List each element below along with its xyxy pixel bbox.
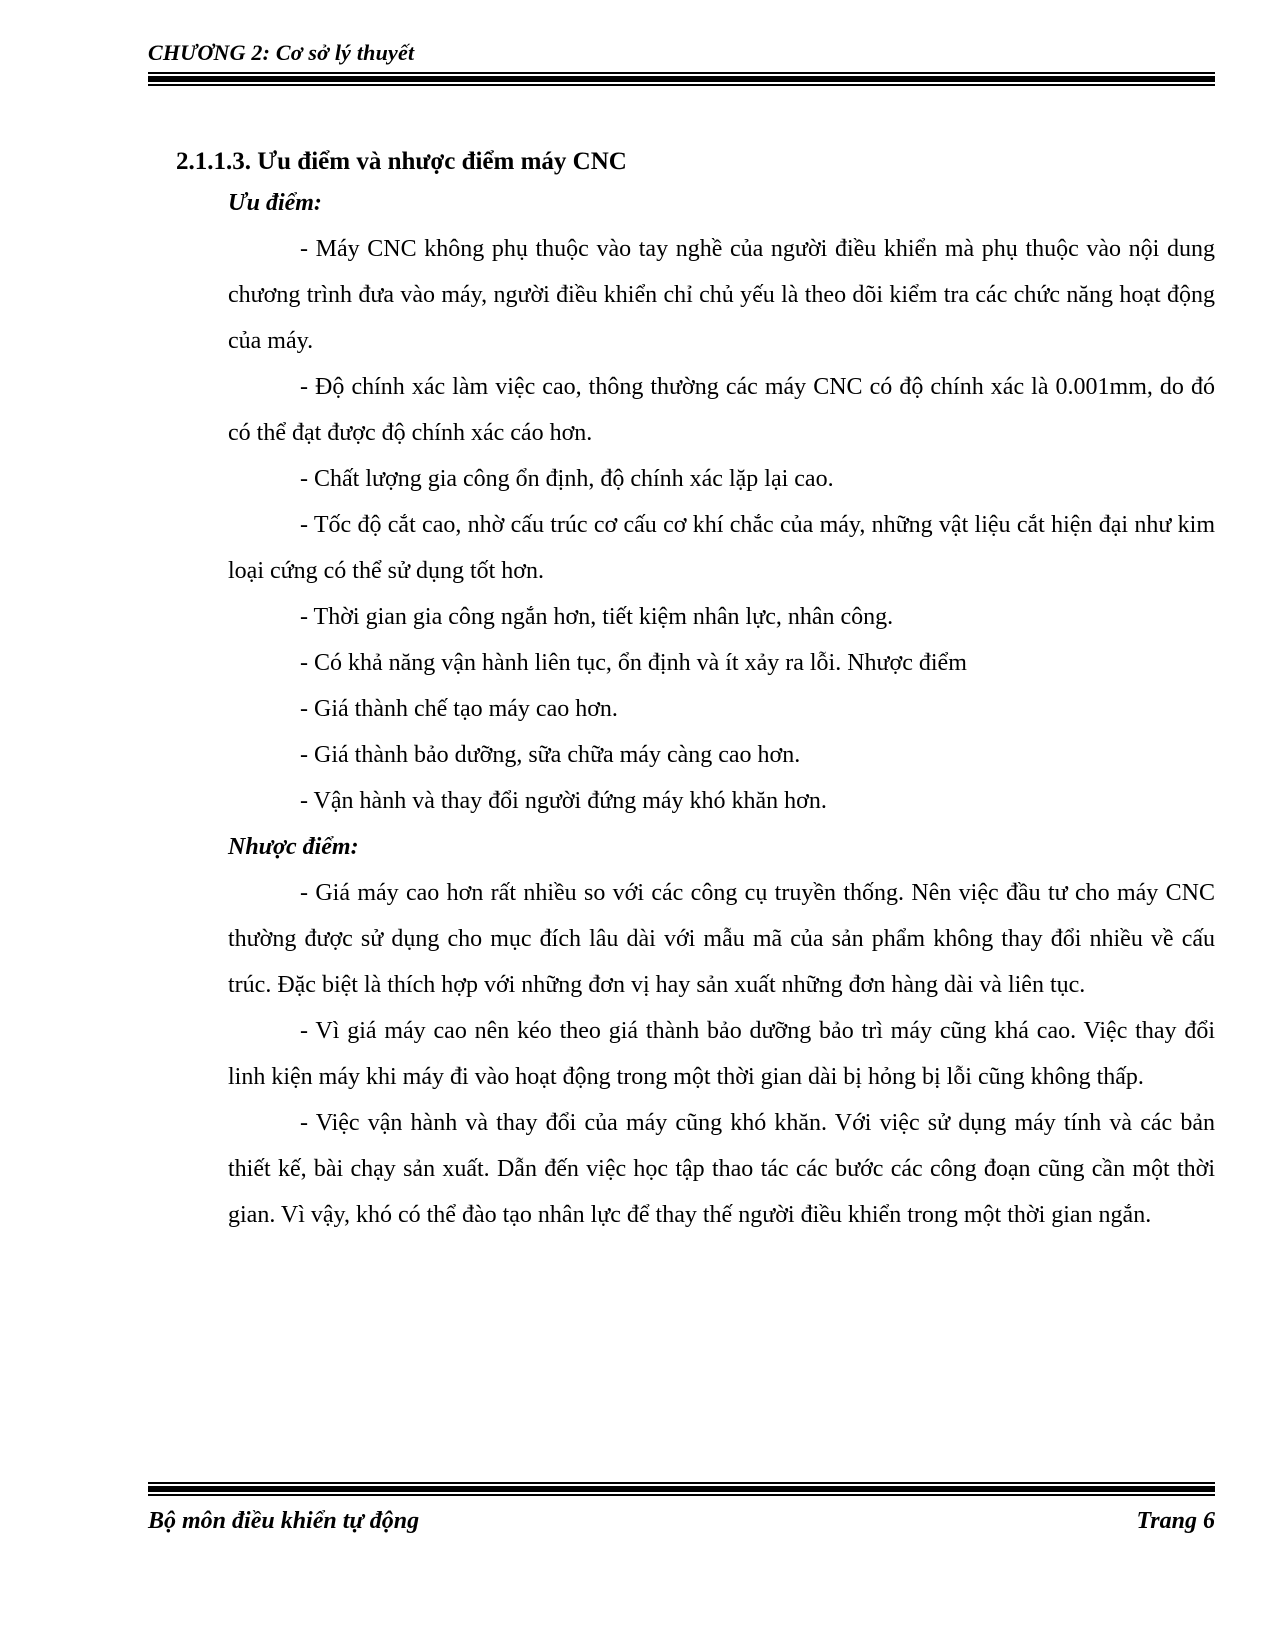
page-number: Trang 6 — [1136, 1508, 1215, 1534]
advantage-paragraph: - Giá thành bảo dưỡng, sữa chữa máy càng cao hơn. — [300, 742, 801, 768]
section-heading: 2.1.1.3. Ưu điểm và nhược điểm máy CNC — [176, 148, 627, 175]
advantages-label: Ưu điểm: — [228, 190, 322, 216]
document-body — [228, 180, 1215, 1238]
disadvantage-paragraph: - Việc vận hành và thay đổi của máy cũng khó khăn. Với việc sử dụng máy tính và các bản thiết kế, bài chạy sản xuất. Dẫn đến việc học tập thao tác các bước các công đoạn cũng cần một thời gian. Vì vậy, khó có thể đào tạo nhân lực để thay thế người điều khiển trong một thời gian ngắn. — [228, 1110, 1215, 1228]
header-rule-bottom — [148, 84, 1215, 86]
header-rule-top — [148, 72, 1215, 74]
footer-rule-thick — [148, 1486, 1215, 1492]
header-rule-thick — [148, 76, 1215, 82]
advantage-paragraph: - Máy CNC không phụ thuộc vào tay nghề của người điều khiển mà phụ thuộc vào nội dung chương trình đưa vào máy, người điều khiển chỉ chủ yếu là theo dõi kiểm tra các chức năng hoạt động của máy. — [228, 236, 1215, 354]
advantage-paragraph: - Chất lượng gia công ổn định, độ chính xác lặp lại cao. — [300, 466, 834, 492]
disadvantage-paragraph: - Vì giá máy cao nên kéo theo giá thành bảo dưỡng bảo trì máy cũng khá cao. Việc thay đổi linh kiện máy khi máy đi vào hoạt động trong một thời gian dài bị hỏng bị lỗi cũng không thấp. — [228, 1018, 1215, 1090]
advantage-paragraph: - Thời gian gia công ngắn hơn, tiết kiệm nhân lực, nhân công. — [300, 604, 894, 630]
advantage-paragraph: - Giá thành chế tạo máy cao hơn. — [300, 696, 618, 722]
footer-rule-bottom — [148, 1494, 1215, 1496]
advantage-paragraph: - Có khả năng vận hành liên tục, ổn định và ít xảy ra lỗi. Nhược điểm — [300, 650, 967, 676]
advantage-paragraph: - Tốc độ cắt cao, nhờ cấu trúc cơ cấu cơ khí chắc của máy, những vật liệu cắt hiện đại như kim loại cứng có thể sử dụng tốt hơn. — [228, 512, 1215, 584]
disadvantages-label: Nhược điểm: — [228, 834, 359, 860]
footer-rule-top — [148, 1482, 1215, 1484]
disadvantage-paragraph: - Giá máy cao hơn rất nhiều so với các công cụ truyền thống. Nên việc đầu tư cho máy CNC thường được sử dụng cho mục đích lâu dài với mẫu mã của sản phẩm không thay đổi nhiều về cấu trúc. Đặc biệt là thích hợp với những đơn vị hay sản xuất những đơn hàng dài và liên tục. — [228, 880, 1215, 998]
advantage-paragraph: - Độ chính xác làm việc cao, thông thường các máy CNC có độ chính xác là 0.001mm, do đó có thể đạt được độ chính xác cáo hơn. — [228, 374, 1215, 446]
chapter-title: CHƯƠNG 2: Cơ sở lý thuyết — [148, 40, 415, 65]
advantage-paragraph: - Vận hành và thay đổi người đứng máy khó khăn hơn. — [300, 788, 827, 814]
department-name: Bộ môn điều khiển tự động — [148, 1508, 420, 1534]
